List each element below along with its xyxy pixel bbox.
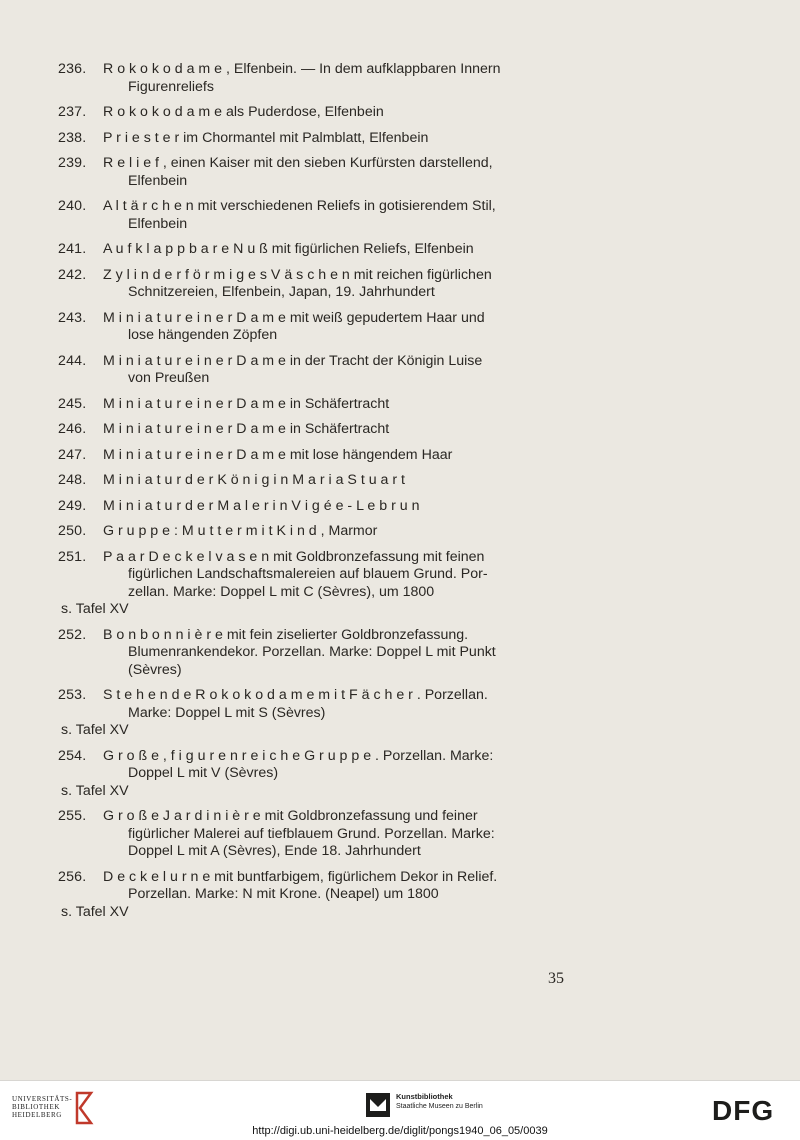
entry-line: M i n i a t u r e i n e r D a m e mit lose hängendem Haar (103, 446, 453, 463)
catalog-entry (58, 627, 570, 680)
entry-line: P r i e s t e r im Chormantel mit Palmblatt, Elfenbein (103, 129, 429, 146)
permalink-url[interactable]: http://digi.ub.uni-heidelberg.de/diglit/pongs1940_06_05/0039 (252, 1125, 548, 1137)
entry-line: (Sèvres) (128, 661, 182, 678)
entry-line: D e c k e l u r n e mit buntfarbigem, figürlichem Dekor in Relief. (103, 868, 498, 885)
entry-line: G r o ß e , f i g u r e n r e i c h e G r u p p e . Porzellan. Marke: (103, 747, 494, 764)
catalog-entry (58, 549, 570, 619)
entry-text (103, 198, 570, 233)
entry-line: figürlichen Landschaftsmalereien auf blauem Grund. Por- (128, 566, 488, 582)
catalog-entry (58, 396, 570, 414)
catalog-entry (58, 498, 570, 516)
catalog-entry (58, 523, 570, 541)
entry-text (103, 447, 570, 465)
entry-text (103, 498, 570, 516)
entry-number: 238. (58, 129, 87, 146)
entry-number: 241. (58, 241, 87, 257)
entry-number: 252. (58, 626, 87, 643)
plate-reference: s. Tafel XV (61, 903, 129, 920)
plate-reference: s. Tafel XV (61, 722, 129, 738)
heidelberg-logo-icon[interactable] (74, 1091, 94, 1125)
entry-line: Elfenbein (128, 172, 188, 189)
university-line: UNIVERSITÄTS- (12, 1095, 73, 1103)
entry-line: Elfenbein (128, 215, 188, 232)
entry-line: figürlicher Malerei auf tiefblauem Grund. Porzellan. Marke: (128, 825, 495, 842)
kunstbibliothek-subtitle: Staatliche Museen zu Berlin (396, 1103, 483, 1110)
catalog-entry (58, 472, 570, 490)
entry-number: 240. (58, 198, 87, 214)
entry-line: R e l i e f , einen Kaiser mit den sieben Kurfürsten darstellend, (103, 155, 493, 171)
catalog-entry (58, 61, 570, 96)
entry-line: S t e h e n d e R o k o k o d a m e m i t F ä c h e r . Porzellan. (103, 687, 488, 703)
dfg-logo[interactable]: DFG (712, 1095, 775, 1126)
catalog-entry (58, 353, 570, 388)
entry-line: M i n i a t u r e i n e r D a m e in der Tracht der Königin Luise (103, 352, 483, 369)
catalog-entry (58, 155, 570, 190)
page-number: 35 (548, 970, 564, 987)
entry-text (103, 61, 570, 96)
entry-line: P a a r D e c k e l v a s e n mit Goldbronzefassung mit feinen (103, 548, 485, 565)
entry-line: Z y l i n d e r f ö r m i g e s V ä s c h e n mit reichen figürlichen (103, 266, 492, 283)
entry-line: R o k o k o d a m e als Puderdose, Elfenbein (103, 104, 384, 120)
university-line: HEIDELBERG (12, 1111, 62, 1119)
kunstbibliothek-logo-icon[interactable] (366, 1093, 390, 1117)
entry-line: Schnitzereien, Elfenbein, Japan, 19. Jahrhundert (128, 284, 435, 300)
kunstbibliothek-label (396, 1092, 483, 1111)
entry-line: M i n i a t u r e i n e r D a m e in Schäfertracht (103, 421, 390, 437)
catalog-entry (58, 130, 570, 148)
catalog-entry (58, 869, 570, 922)
entry-number: 236. (58, 61, 87, 77)
catalog-entry (58, 447, 570, 465)
entry-line: G r o ß e J a r d i n i è r e mit Goldbronzefassung und feiner (103, 808, 478, 824)
entry-line: von Preußen (128, 370, 210, 386)
university-line: BIBLIOTHEK (12, 1103, 60, 1111)
entry-number: 249. (58, 497, 87, 514)
entry-number: 254. (58, 747, 87, 764)
entry-number: 242. (58, 266, 87, 283)
entry-text (103, 748, 570, 783)
catalog-entry (58, 198, 570, 233)
entry-text (103, 310, 570, 345)
catalog-entry (58, 748, 570, 801)
entry-line: A u f k l a p p b a r e N u ß mit figürlichen Reliefs, Elfenbein (103, 241, 474, 257)
entry-line: R o k o k o d a m e , Elfenbein. — In dem aufklappbaren Innern (103, 61, 501, 77)
entry-text (103, 267, 570, 302)
entry-text (103, 421, 570, 439)
catalog-entry (58, 421, 570, 439)
catalog-entry (58, 687, 570, 740)
catalog-entry (58, 310, 570, 345)
entry-number: 251. (58, 548, 87, 565)
entry-text (103, 687, 570, 722)
entry-number: 255. (58, 808, 87, 824)
entry-line: M i n i a t u r e i n e r D a m e mit weiß gepudertem Haar und (103, 309, 485, 326)
entry-text (103, 808, 570, 861)
entry-number: 246. (58, 421, 87, 437)
university-library-label (12, 1095, 72, 1119)
entry-text (103, 241, 570, 259)
entry-line: B o n b o n n i è r e mit fein ziselierter Goldbronzefassung. (103, 626, 469, 643)
entry-text (103, 130, 570, 148)
entry-number: 248. (58, 472, 87, 488)
entry-line: M i n i a t u r d e r K ö n i g i n M a r i a S t u a r t (103, 472, 405, 488)
entry-line: Marke: Doppel L mit S (Sèvres) (128, 704, 326, 721)
entry-line: Doppel L mit V (Sèvres) (128, 765, 279, 781)
entry-text (103, 396, 570, 414)
kunstbibliothek-title: Kunstbibliothek (396, 1092, 453, 1101)
entry-line: A l t ä r c h e n mit verschiedenen Reliefs in gotisierendem Stil, (103, 198, 496, 214)
entry-line: zellan. Marke: Doppel L mit C (Sèvres), um 1800 (128, 583, 435, 600)
entry-line: lose hängenden Zöpfen (128, 327, 278, 343)
entry-line: Figurenreliefs (128, 78, 214, 95)
plate-reference: s. Tafel XV (61, 782, 129, 799)
entry-line: G r u p p e : M u t t e r m i t K i n d , Marmor (103, 523, 378, 539)
entry-number: 237. (58, 104, 87, 120)
entry-number: 244. (58, 352, 87, 369)
entry-text (103, 104, 570, 122)
catalog-entry (58, 104, 570, 122)
entry-line: M i n i a t u r d e r M a l e r i n V i g é e - L e b r u n (103, 497, 420, 514)
catalog-entry (58, 808, 570, 861)
entry-line: M i n i a t u r e i n e r D a m e in Schäfertracht (103, 395, 390, 412)
entry-text (103, 549, 570, 602)
entry-text (103, 523, 570, 541)
entry-text (103, 627, 570, 680)
catalog-entry (58, 267, 570, 302)
plate-reference: s. Tafel XV (61, 601, 129, 617)
entry-text (103, 353, 570, 388)
entry-number: 253. (58, 687, 87, 703)
entry-number: 243. (58, 309, 87, 326)
entry-text (103, 869, 570, 904)
entry-number: 256. (58, 868, 87, 885)
entry-number: 247. (58, 446, 87, 463)
catalog-entry (58, 241, 570, 259)
entry-line: Doppel L mit A (Sèvres), Ende 18. Jahrhundert (128, 843, 421, 859)
catalog-entries (58, 61, 570, 929)
entry-number: 239. (58, 155, 87, 171)
entry-text (103, 472, 570, 490)
entry-number: 245. (58, 395, 87, 412)
entry-line: Porzellan. Marke: N mit Krone. (Neapel) um 1800 (128, 886, 439, 902)
entry-line: Blumenrankendekor. Porzellan. Marke: Doppel L mit Punkt (128, 644, 496, 660)
entry-text (103, 155, 570, 190)
entry-number: 250. (58, 523, 87, 539)
